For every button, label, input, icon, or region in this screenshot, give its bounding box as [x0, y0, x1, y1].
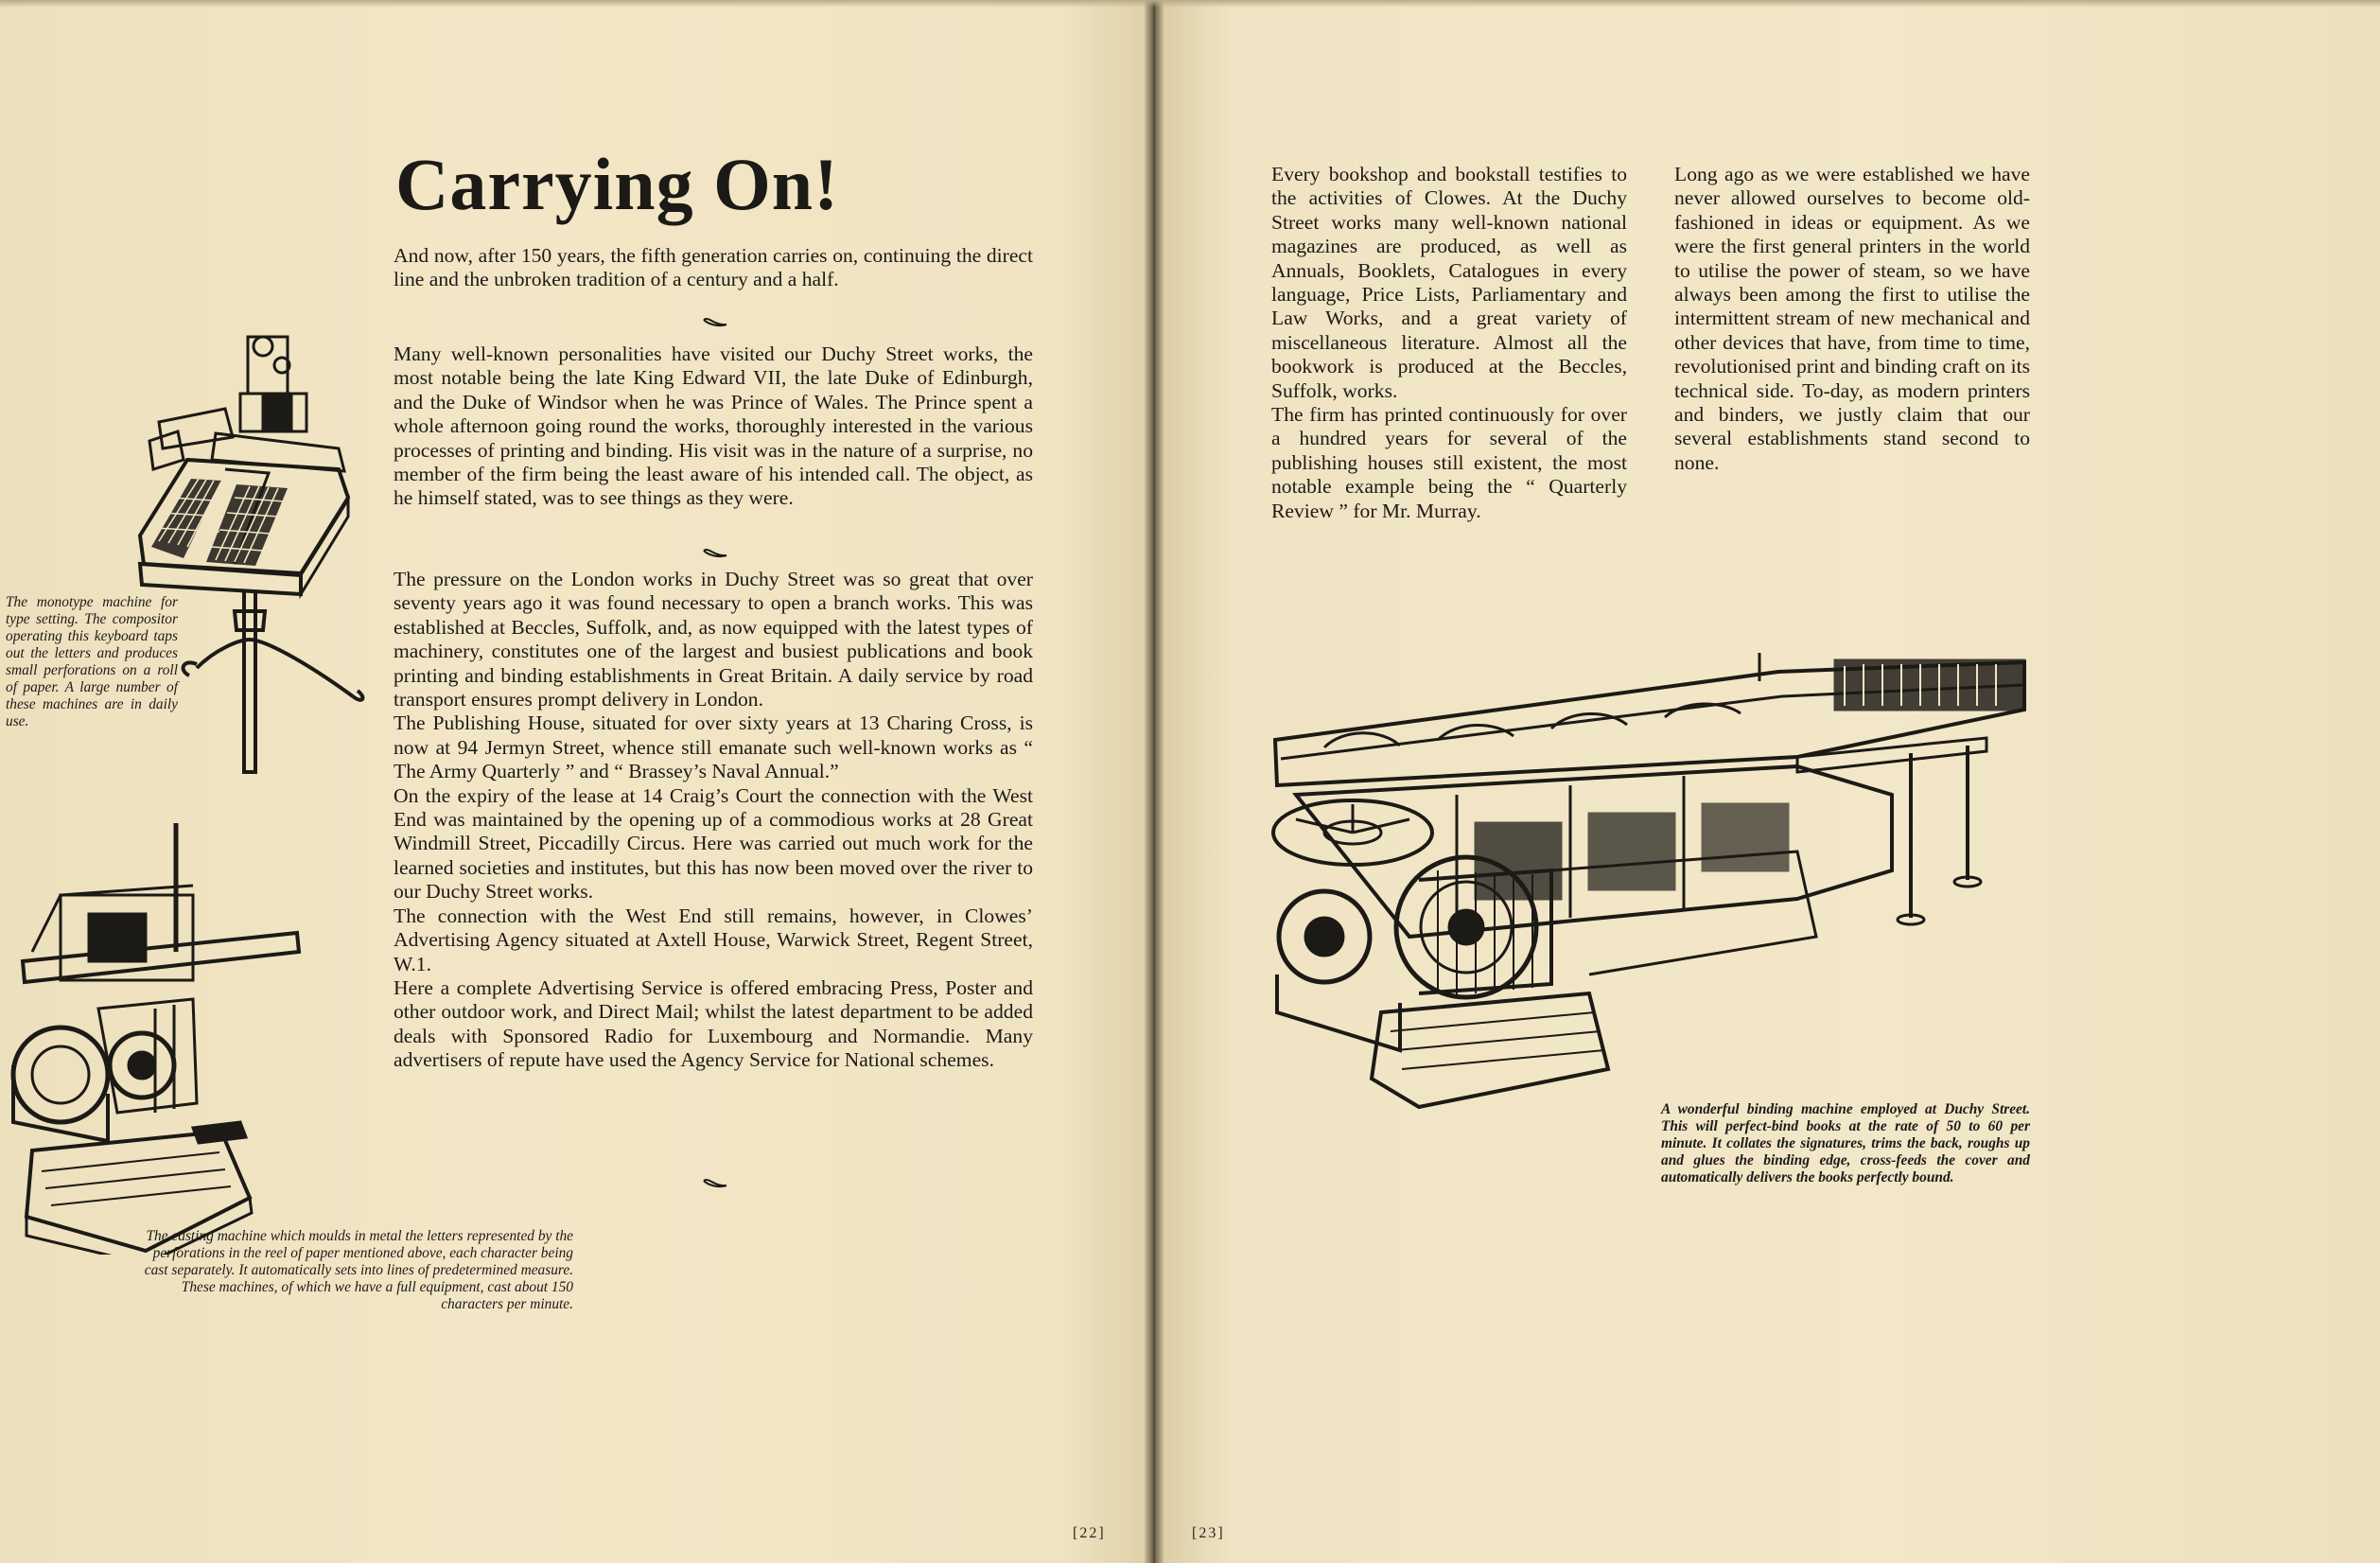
casting-machine-illustration — [4, 819, 312, 1255]
flourish-icon — [702, 1177, 728, 1190]
paragraph: The Publishing House, situated for over sixty years at 13 Charing Cross, is now at 94 Jermyn Street, whence still emanate such well-known works as “ The Army Quarterly ” and “ Brassey’s Naval Annual.” — [394, 711, 1033, 783]
paragraph: The pressure on the London works in Duchy Street was so great that over seventy years ago it was found necessary to open a branch works. This was established at Beccles, Suffolk, and, as now equipped with the latest types of machinery, constitutes one of the largest and busiest publications and book printing and binding establishments in Great Britain. A daily service by road transport ensures prompt delivery in London. — [394, 568, 1033, 711]
page-title: Carrying On! — [395, 143, 840, 225]
history-text — [394, 568, 1033, 1073]
paragraph: Long ago as we were established we have never allowed ourselves to become old-fashioned in ideas or equipment. As we were the first general printers in the world to utilise the power of steam, so we have always been among the first to utilise the intermittent stream of new mechanical and other devices that have, from time to time, revolutionised print and binding craft on its technical side. To-day, as modern printers and binders, we justly claim that our several establishments stand second to none. — [1674, 163, 2030, 474]
binding-machine-illustration — [1268, 653, 2028, 1126]
intro-text — [394, 244, 1033, 292]
casting-caption: The casting machine which moulds in metal the letters represented by the perforations in the reel of paper mentioned above, each character being cast separately. It automatically sets into lines of predetermined measure. These machines, of which we have a full equipment, cast about 150 characters per minute. — [144, 1228, 573, 1312]
visits-text — [394, 342, 1033, 511]
paragraph: And now, after 150 years, the fifth generation carries on, continuing the direct line and the unbroken tradition of a century and a half. — [394, 244, 1033, 291]
paragraph: The connection with the West End still remains, however, in Clowes’ Advertising Agency situated at Axtell House, Warwick Street, Regent Street, W.1. — [394, 904, 1033, 975]
right-column-2 — [1674, 163, 2030, 475]
page-top-edge — [0, 0, 2380, 8]
book-gutter — [1145, 0, 1164, 1563]
right-column-1 — [1271, 163, 1627, 523]
page-number-left: [22] — [1073, 1525, 1106, 1541]
binding-caption: A wonderful binding machine employed at Duchy Street. This will perfect-bind books at the rate of 50 to 60 per minute. It collates the signatures, trims the back, roughs up and glues the binding edge, cross-feeds the cover and automatically delivers the books perfectly bound. — [1661, 1101, 2030, 1185]
paragraph: Many well-known personalities have visited our Duchy Street works, the most notable being the late King Edward VII, the late Duke of Edinburgh, and the Duke of Windsor when he was Prince of Wales. The Prince spent a whole afternoon going round the works, thoroughly interested in the various processes of printing and binding. His visit was in the nature of a surprise, no member of the firm being the least aware of his intended call. The object, as he himself stated, was to see things as they were. — [394, 342, 1033, 510]
paragraph: On the expiry of the lease at 14 Craig’s Court the connection with the West End was maintained by the opening up of a commodious works at 28 Great Windmill Street, Piccadilly Circus. Here was carried out much work for the learned societies and institutes, but this has now been moved over the river to our Duchy Street works. — [394, 783, 1033, 904]
paragraph: Here a complete Advertising Service is offered embracing Press, Poster and other outdoor work, and Direct Mail; whilst the latest department to be added deals with Sponsored Radio for Luxembourg and Normandie. Many advertisers of repute have used the Agency Service for National schemes. — [394, 975, 1033, 1072]
paragraph: The firm has printed continuously for over a hundred years for several of the publishing houses still existent, the most notable example being the “ Quarterly Review ” for Mr. Murray. — [1271, 403, 1627, 522]
flourish-icon — [702, 547, 728, 560]
monotype-caption: The monotype machine for type setting. The compositor operating this keyboard taps out the letters and produces small perforations on a roll of paper. A large number of these machines are in daily use. — [6, 594, 178, 729]
flourish-icon — [702, 316, 728, 329]
page-number-right: [23] — [1192, 1525, 1225, 1541]
paragraph: Every bookshop and bookstall testifies to the activities of Clowes. At the Duchy Street works many well-known national magazines are produced, as well as Annuals, Booklets, Catalogues in every language, Price Lists, Parliamentary and Law Works, and a great variety of miscellaneous literature. Almost all the bookwork is produced at the Beccles, Suffolk, works. — [1271, 163, 1627, 402]
